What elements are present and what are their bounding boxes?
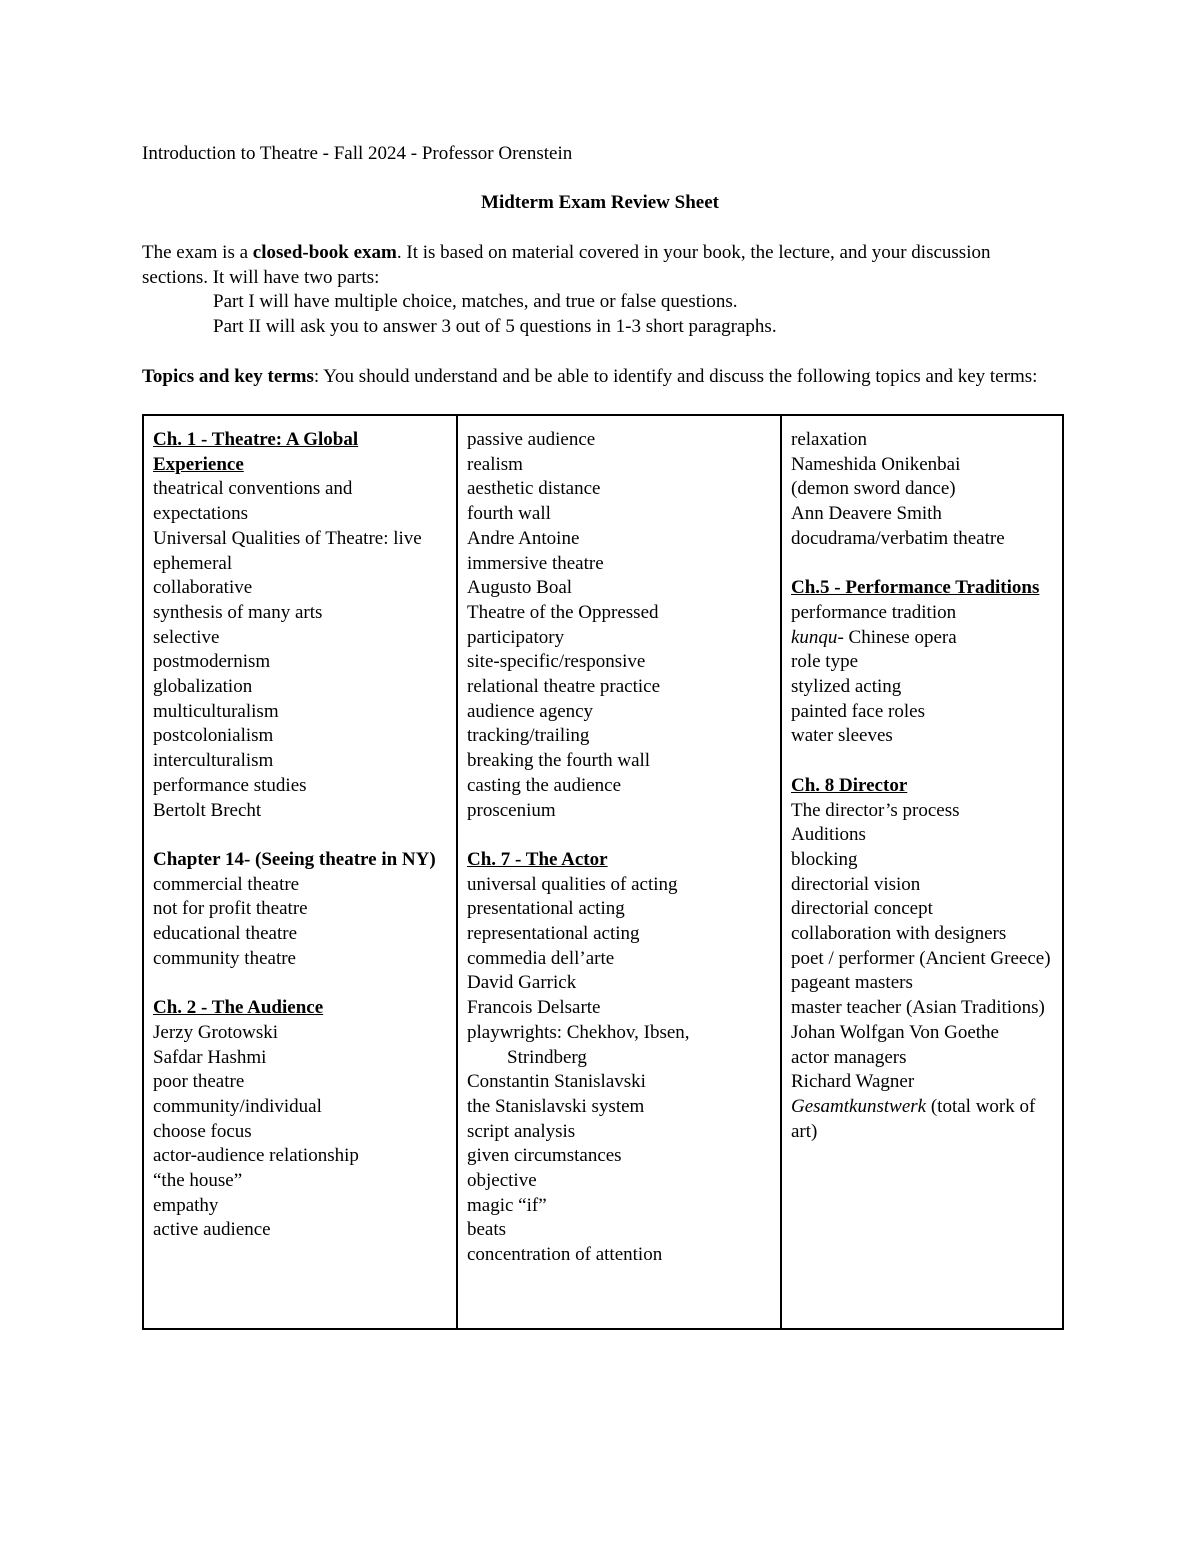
list-item: pageant masters: [791, 972, 913, 994]
list-item: postmodernism: [153, 651, 271, 673]
term-list: [467, 428, 772, 823]
list-item: Auditions: [791, 824, 866, 846]
list-item: proscenium: [467, 799, 556, 821]
list-item: immersive theatre: [467, 552, 604, 574]
term-list: [791, 428, 1054, 552]
list-item: actor managers: [791, 1046, 907, 1068]
list-item: role type: [791, 651, 859, 673]
list-item: empathy: [153, 1194, 219, 1216]
chapter-heading: Chapter 14- (Seeing theatre in NY): [153, 848, 436, 870]
topics-text: : You should understand and be able to identify and discuss the following topics and key terms:: [313, 365, 1038, 387]
list-item: universal qualities of acting: [467, 873, 678, 895]
list-item: Strindberg: [507, 1046, 587, 1068]
list-item: collaboration with designers: [791, 923, 1007, 945]
list-item: the Stanislavski system: [467, 1095, 645, 1117]
list-item: audience agency: [467, 700, 594, 722]
list-item: aesthetic distance: [467, 478, 601, 500]
exam-description: [142, 241, 1058, 290]
list-item: site-specific/responsive: [467, 651, 646, 673]
closed-book-emphasis: closed-book exam: [252, 242, 397, 263]
list-item: Johan Wolfgan Von Goethe: [791, 1021, 999, 1043]
list-item: Andre Antoine: [467, 527, 580, 549]
list-item: Francois Delsarte: [467, 997, 601, 1019]
list-item: magic “if”: [467, 1194, 547, 1216]
term-list: [153, 477, 448, 823]
italic-term: kunqu: [791, 626, 838, 648]
list-item: script analysis: [467, 1120, 576, 1142]
chapter-heading: Ch. 1 - Theatre: A Global Experience: [153, 429, 359, 475]
list-item: objective: [467, 1170, 537, 1192]
list-item: blocking: [791, 848, 858, 870]
list-item: concentration of attention: [467, 1244, 663, 1266]
list-item: given circumstances: [467, 1145, 622, 1167]
list-item: selective: [153, 626, 220, 648]
list-item: master teacher (Asian Traditions): [791, 997, 1045, 1019]
term-rest: (total work of art): [791, 1095, 1036, 1142]
list-item: Safdar Hashmi: [153, 1046, 267, 1068]
list-item: “the house”: [153, 1170, 243, 1192]
list-item: passive audience: [467, 429, 596, 450]
list-item: Augusto Boal: [467, 577, 573, 599]
list-item: poet / performer (Ancient Greece): [791, 947, 1051, 969]
key-terms-table: [142, 414, 1064, 1330]
list-item: synthesis of many arts: [153, 601, 323, 623]
term-list: [467, 873, 772, 1046]
list-item: presentational acting: [467, 898, 625, 920]
list-item: beats: [467, 1219, 507, 1241]
term-list: [153, 873, 448, 972]
list-item: Ann Deavere Smith: [791, 503, 942, 525]
term-list: [467, 1070, 772, 1268]
page-title: Midterm Exam Review Sheet: [481, 192, 719, 213]
list-item: directorial concept: [791, 898, 933, 920]
topics-intro: [142, 365, 1058, 390]
list-item: Jerzy Grotowski: [153, 1021, 279, 1043]
document-page: [142, 142, 1058, 390]
list-item: multiculturalism: [153, 700, 279, 722]
list-item: interculturalism: [153, 750, 274, 772]
list-item: (demon sword dance): [791, 478, 956, 500]
list-item: Richard Wagner: [791, 1071, 915, 1093]
list-item: actor-audience relationship: [153, 1145, 359, 1167]
list-item: directorial vision: [791, 873, 921, 895]
exam-part-2: Part II will ask you to answer 3 out of 5 questions in 1-3 short paragraphs.: [213, 316, 777, 338]
list-item: painted face roles: [791, 700, 925, 722]
list-item: Bertolt Brecht: [153, 799, 262, 821]
italic-term: Gesamtkunstwerk: [791, 1095, 927, 1117]
list-item: stylized acting: [791, 676, 902, 698]
list-item: commercial theatre: [153, 873, 300, 895]
list-item: David Garrick: [467, 972, 577, 994]
list-item: poor theatre: [153, 1071, 245, 1093]
chapter-heading: Ch. 7 - The Actor: [467, 848, 608, 870]
chapter-heading: Ch. 2 - The Audience: [153, 997, 324, 1019]
term-list: [153, 1021, 448, 1243]
list-item: not for profit theatre: [153, 898, 308, 920]
list-item: performance studies: [153, 774, 307, 796]
list-item: active audience: [153, 1219, 271, 1241]
terms-column-3: [781, 415, 1063, 1329]
list-item: ephemeral: [153, 552, 233, 574]
intro-text-b: . It is based on material covered in your book, the lecture, and your discussion sections. It will have two parts:: [142, 242, 991, 288]
list-item: playwrights: Chekhov, Ibsen,: [467, 1021, 690, 1043]
term-list: [791, 650, 1054, 749]
course-line: Introduction to Theatre - Fall 2024 - Professor Orenstein: [142, 143, 573, 164]
topics-label: Topics and key terms: [142, 365, 314, 387]
list-item: breaking the fourth wall: [467, 750, 651, 772]
list-item: Universal Qualities of Theatre: live: [153, 527, 422, 549]
list-item: relational theatre practice: [467, 676, 661, 698]
list-item: water sleeves: [791, 725, 893, 747]
list-item: performance tradition: [791, 601, 957, 623]
list-item: tracking/trailing: [467, 725, 590, 747]
list-item: community/individual: [153, 1095, 322, 1117]
exam-intro: [142, 241, 1058, 340]
list-item: participatory: [467, 626, 565, 648]
list-item: docudrama/verbatim theatre: [791, 527, 1005, 549]
list-item: representational acting: [467, 923, 640, 945]
list-item: choose focus: [153, 1120, 252, 1142]
list-item: relaxation: [791, 429, 867, 450]
list-item: [791, 1095, 1054, 1144]
list-item: community theatre: [153, 947, 296, 969]
chapter-heading: Ch. 8 Director: [791, 774, 908, 796]
term-list: [791, 799, 1054, 1095]
list-item: The director’s process: [791, 799, 960, 821]
list-item: fourth wall: [467, 503, 551, 525]
exam-part-1: Part I will have multiple choice, matches, and true or false questions.: [213, 291, 738, 313]
list-item: postcolonialism: [153, 725, 274, 747]
list-item: realism: [467, 453, 523, 475]
term-rest: - Chinese opera: [837, 626, 957, 648]
list-item: Constantin Stanislavski: [467, 1071, 646, 1093]
list-item: commedia dell’arte: [467, 947, 615, 969]
intro-text-a: The exam is a: [142, 242, 253, 263]
list-item: Theatre of the Oppressed: [467, 601, 659, 623]
terms-column-2: [457, 415, 781, 1329]
list-item: [791, 626, 1054, 651]
terms-column-1: [143, 415, 457, 1329]
list-item: collaborative: [153, 577, 253, 599]
list-item: theatrical conventions and expectations: [153, 478, 353, 525]
list-item: globalization: [153, 676, 253, 698]
list-item: Nameshida Onikenbai: [791, 453, 961, 475]
list-item: casting the audience: [467, 774, 622, 796]
chapter-heading: Ch.5 - Performance Traditions: [791, 577, 1040, 599]
list-item: educational theatre: [153, 923, 298, 945]
